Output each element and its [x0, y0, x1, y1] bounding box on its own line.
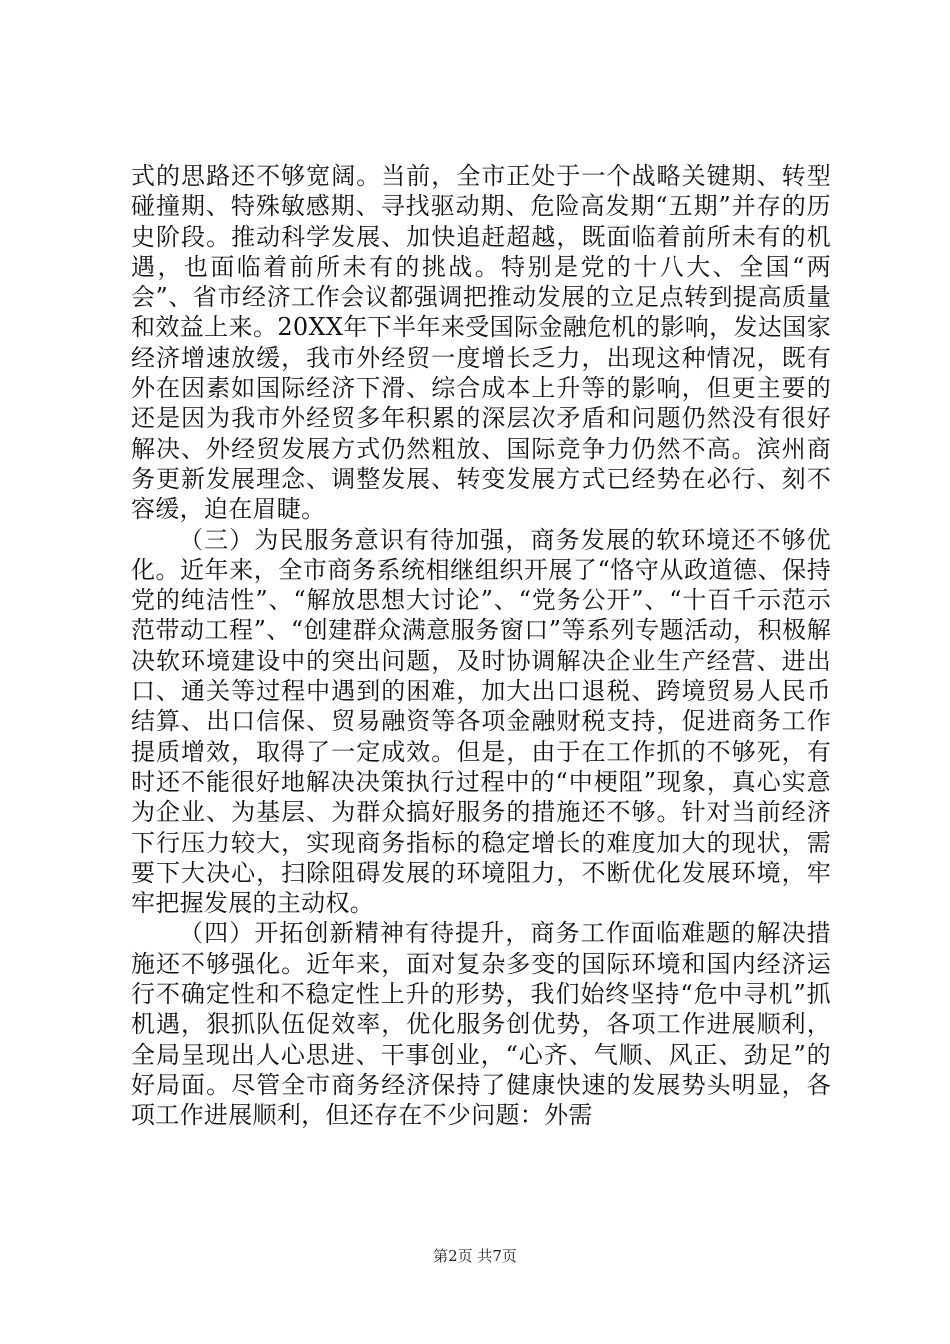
paragraph-continuation: 式的思路还不够宽阔。当前，全市正处于一个战略关键期、转型碰撞期、特殊敏感期、寻找驱动期、危险高发期“五期”并存的历史阶段。推动科学发展、加快追赶超越，既面临着前所未有的机遇，也面临着前所未有的挑战。特别是党的十八大、全国“两会”、省市经济工作会议都强调把推动发展的立足点转到提高质量和效益上来。20XX年下半年来受国际金融危机的影响，发达国家经济增速放缓，我市外经贸一度增长乏力，出现这种情况，既有外在因素如国际经济下滑、综合成本上升等的影响，但更主要的还是因为我市外经贸多年积累的深层次矛盾和问题仍然没有很好解决、外经贸发展方式仍然粗放、国际竞争力仍然不高。滨州商务更新发展理念、调整发展、转变发展方式已经势在必行、刻不容缓，迫在眉睫。: [131, 162, 831, 524]
paragraph-section-four: （四）开拓创新精神有待提升，商务工作面临难题的解决措施还不够强化。近年来，面对复杂多变的国际环境和国内经济运行不确定性和不稳定性上升的形势，我们始终坚持“危中寻机”抓机遇，狠抓队伍促效率，优化服务创优势，各项工作进展顺利，全局呈现出人心思进、干事创业，“心齐、气顺、风正、劲足”的好局面。尽管全市商务经济保持了健康快速的发展势头明显，各项工作进展顺利，但还存在不少问题：外需: [131, 919, 831, 1130]
paragraph-section-three: （三）为民服务意识有待加强，商务发展的软环境还不够优化。近年来，全市商务系统相继组织开展了“恪守从政道德、保持党的纯洁性”、“解放思想大讨论”、“党务公开”、“十百千示范示范带动工程”、“创建群众满意服务窗口”等系列专题活动，积极解决软环境建设中的突出问题，及时协调解决企业生产经营、进出口、通关等过程中遇到的困难，加大出口退税、跨境贸易人民币结算、出口信保、贸易融资等各项金融财税支持，促进商务工作提质增效，取得了一定成效。但是，由于在工作抓的不够死，有时还不能很好地解决决策执行过程中的“中梗阻”现象，真心实意为企业、为基层、为群众搞好服务的措施还不够。针对当前经济下行压力较大，实现商务指标的稳定增长的难度加大的现状，需要下大决心，扫除阻碍发展的环境阻力，不断优化发展环境，牢牢把握发展的主动权。: [131, 525, 831, 918]
document-body: [131, 161, 831, 1131]
page-number-footer: 第2页 共7页: [433, 1247, 517, 1265]
